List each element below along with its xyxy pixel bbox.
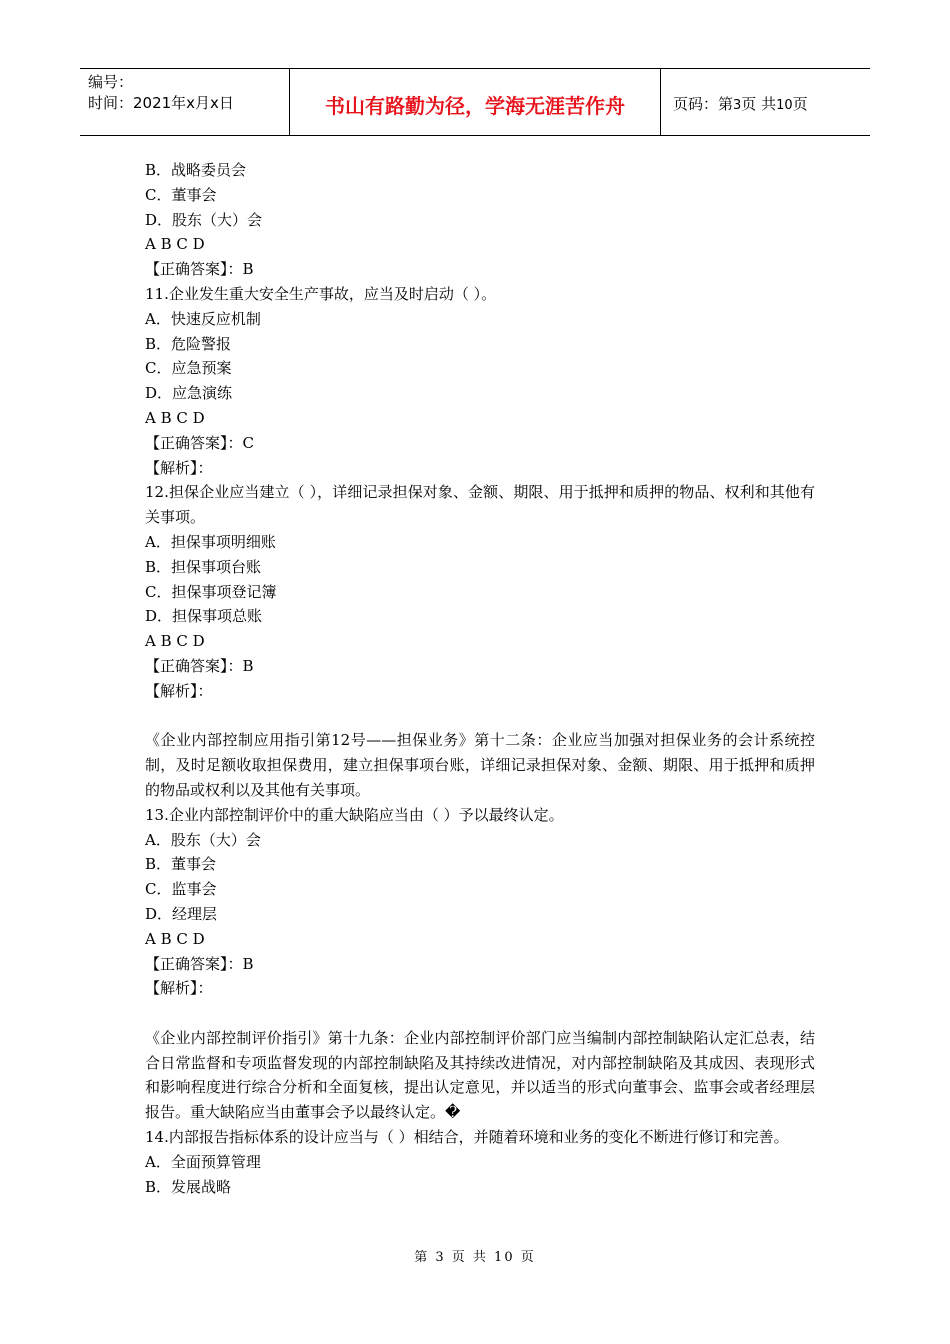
- text-line: 【正确答案】：C: [145, 433, 254, 452]
- text-line: 【正确答案】：B: [145, 260, 254, 279]
- text-line: A B C D: [145, 929, 205, 948]
- text-line: C．董事会: [145, 185, 217, 204]
- page-total: 10: [776, 97, 793, 113]
- paragraph: 12.担保企业应当建立（ ），详细记录担保对象、金额、期限、用于抵押和质押的物品、权利和其他有关事项。: [145, 483, 815, 527]
- header-motto: 书山有路勤为径，学海无涯苦作舟: [290, 69, 661, 136]
- page-mid: 页 共: [741, 94, 777, 113]
- serial-number-label: 编号：: [88, 73, 134, 91]
- text-line: B．担保事项台账: [145, 557, 262, 576]
- document-header: [80, 68, 870, 136]
- paragraph: 14.内部报告指标体系的设计应当与（ ）相结合，并随着环境和业务的变化不断进行修订和完善。: [145, 1128, 789, 1147]
- blank-line: [145, 704, 815, 729]
- document-body: [145, 158, 815, 1199]
- blank-line: [145, 1001, 815, 1026]
- text-line: B．危险警报: [145, 334, 232, 353]
- text-line: D．股东（大）会: [145, 210, 263, 229]
- text-line: A．股东（大）会: [145, 830, 261, 849]
- page-current: 3: [733, 97, 742, 113]
- paragraph: 《企业内部控制应用指引第12号——担保业务》第十二条：企业应当加强对担保业务的会计系统控制，及时足额收取担保费用，建立担保事项台账，详细记录担保对象、金额、期限、用于抵押和质押的物品或权利以及其他有关事项。: [145, 731, 815, 799]
- text-line: D．应急演练: [145, 384, 233, 403]
- text-line: A B C D: [145, 235, 205, 254]
- text-line: 【解析】：: [145, 681, 213, 700]
- text-line: 11.企业发生重大安全生产事故，应当及时启动（ ）。: [145, 284, 497, 303]
- page-suffix: 页: [792, 94, 808, 113]
- text-line: 【正确答案】：B: [145, 656, 254, 675]
- text-line: B．董事会: [145, 855, 217, 874]
- text-line: C．应急预案: [145, 359, 232, 378]
- text-line: A B C D: [145, 408, 205, 427]
- text-line: B．发展战略: [145, 1177, 232, 1196]
- text-line: D．经理层: [145, 904, 218, 923]
- text-line: B．战略委员会: [145, 161, 247, 179]
- text-line: A B C D: [145, 632, 205, 651]
- text-line: A．担保事项明细账: [145, 532, 276, 551]
- text-line: 【解析】：: [145, 458, 213, 477]
- text-line: 13.企业内部控制评价中的重大缺陷应当由（ ）予以最终认定。: [145, 805, 564, 824]
- page-prefix: 页码：第: [673, 94, 734, 113]
- header-page-info: [661, 69, 871, 136]
- text-line: 【正确答案】：B: [145, 954, 254, 973]
- date-label: 时间：2021年x月x日: [88, 94, 234, 112]
- text-line: A．快速反应机制: [145, 309, 261, 328]
- text-line: C．监事会: [145, 880, 217, 899]
- text-line: A．全面预算管理: [145, 1152, 261, 1171]
- text-line: 【解析】：: [145, 979, 213, 998]
- text-line: C．担保事项登记簿: [145, 582, 277, 601]
- page-footer: 第 3 页 共 10 页: [414, 1250, 536, 1265]
- paragraph: 《企业内部控制评价指引》第十九条：企业内部控制评价部门应当编制内部控制缺陷认定汇总表，结合日常监督和专项监督发现的内部控制缺陷及其持续改进情况，对内部控制缺陷及其成因、表现形式和影响程度进行综合分析和全面复核，提出认定意见，并以适当的形式向董事会、监事会或者经理层报告。重大缺陷应当由董事会予以最终认定。�: [145, 1028, 815, 1122]
- text-line: D．担保事项总账: [145, 607, 263, 626]
- header-info-cell: [80, 69, 290, 136]
